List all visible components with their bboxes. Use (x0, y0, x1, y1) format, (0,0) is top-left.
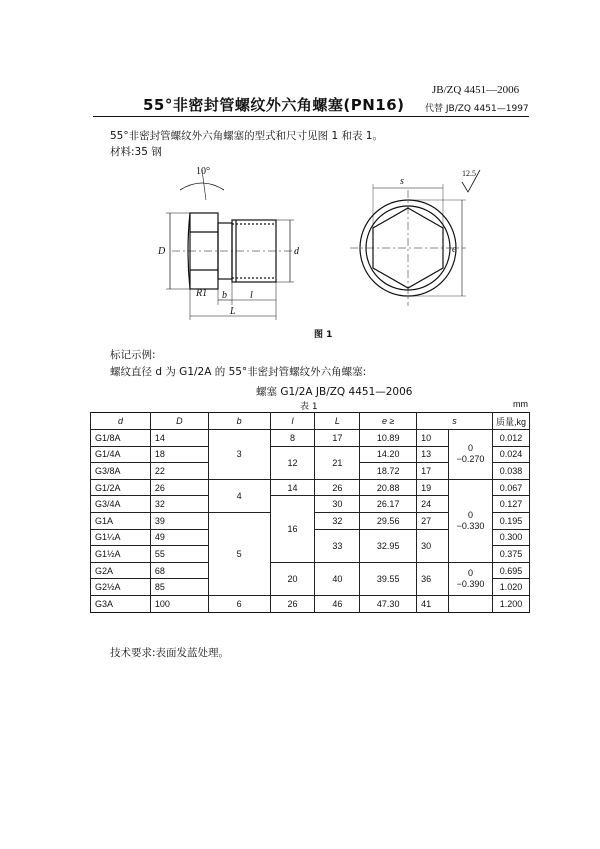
table-header (91, 413, 530, 430)
table-cell: 5 (208, 512, 270, 595)
table-cell: G1½A (91, 546, 151, 563)
table-cell: G1/2A (91, 479, 151, 496)
table-cell: 0 −0.270 (449, 430, 493, 480)
table-cell: G2A (91, 562, 151, 579)
col-s: s (417, 413, 493, 430)
roughness-label: 12.5 (462, 169, 476, 178)
table-cell: 100 (150, 595, 208, 612)
table-cell: 0.695 (492, 562, 529, 579)
table-cell: 30 (417, 529, 449, 562)
table-cell: 0.127 (492, 496, 529, 513)
table-cell: 0.038 (492, 463, 529, 480)
table-cell: 14 (270, 479, 315, 496)
dimensions-table (90, 412, 530, 613)
table-cell: 41 (417, 595, 449, 612)
table-cell: 22 (150, 463, 208, 480)
table-cell: 26 (270, 595, 315, 612)
dim-e-label: e (452, 244, 457, 255)
table-cell: 17 (315, 430, 360, 447)
table-cell: 0.300 (492, 529, 529, 546)
table-cell: 0.195 (492, 512, 529, 529)
table-cell: 10 (417, 430, 449, 447)
table-cell: 36 (417, 562, 449, 595)
dim-b-label: b (222, 290, 227, 301)
table-cell: 3 (208, 430, 270, 480)
table-cell: G1¼A (91, 529, 151, 546)
table-cell: G1/4A (91, 446, 151, 463)
technical-requirements: 技术要求:表面发蓝处理。 (110, 647, 230, 659)
table-cell: G2½A (91, 579, 151, 596)
table-cell: 19 (417, 479, 449, 496)
col-d: d (91, 413, 151, 430)
table-cell: 1.020 (492, 579, 529, 596)
table-cell: 39.55 (360, 562, 417, 595)
table-cell: 18 (150, 446, 208, 463)
col-e: e ≥ (360, 413, 417, 430)
table-cell: 6 (208, 595, 270, 612)
intro-line-1: 55°非密封管螺纹外六角螺塞的型式和尺寸见图 1 和表 1。 (110, 130, 383, 142)
table-cell: 85 (150, 579, 208, 596)
table-cell: 47.30 (360, 595, 417, 612)
table-cell: 17 (417, 463, 449, 480)
table-cell: 24 (417, 496, 449, 513)
example-mark: 螺塞 G1/2A JB/ZQ 4451—2006 (256, 386, 413, 398)
table-cell (449, 595, 493, 612)
radius-label: R1 (196, 288, 208, 299)
table-cell: 14.20 (360, 446, 417, 463)
page-title: 55°非密封管螺纹外六角螺塞(PN16) (143, 96, 405, 114)
table-cell: 55 (150, 546, 208, 563)
header-rule (93, 116, 529, 117)
dim-d-label: d (294, 246, 299, 257)
col-mass: 质量,kg (492, 413, 529, 430)
col-L: L (315, 413, 360, 430)
standard-number: JB/ZQ 4451—2006 (432, 84, 520, 96)
table-cell: G1A (91, 512, 151, 529)
table-cell: 27 (417, 512, 449, 529)
col-D: D (150, 413, 208, 430)
table-cell: 21 (315, 446, 360, 479)
table-cell: 20.88 (360, 479, 417, 496)
table-cell: G1/8A (91, 430, 151, 447)
table-cell: 49 (150, 529, 208, 546)
table-cell: 12 (270, 446, 315, 479)
table-cell: 0 −0.390 (449, 562, 493, 595)
col-l: l (270, 413, 315, 430)
col-b: b (208, 413, 270, 430)
plug-drawing (150, 160, 490, 325)
table-cell: 46 (315, 595, 360, 612)
table-cell: 26 (315, 479, 360, 496)
table-cell: 29.56 (360, 512, 417, 529)
angle-label: 10° (196, 166, 210, 177)
table-cell: 8 (270, 430, 315, 447)
material-line: 材料:35 钢 (110, 146, 162, 158)
table-cell: G3/4A (91, 496, 151, 513)
figure-caption: 图 1 (314, 330, 333, 340)
table-cell: 0.375 (492, 546, 529, 563)
table-cell: 32 (315, 512, 360, 529)
table-cell: 68 (150, 562, 208, 579)
table-row (91, 479, 530, 496)
table-cell: 16 (270, 496, 315, 562)
dim-l-label: l (250, 290, 253, 301)
table-cell: 4 (208, 479, 270, 512)
table-cell: 32.95 (360, 529, 417, 562)
table-cell: 20 (270, 562, 315, 595)
table-cell: 32 (150, 496, 208, 513)
table-row (91, 595, 530, 612)
table-cell: 13 (417, 446, 449, 463)
dim-L-label: L (230, 306, 236, 317)
table-cell: 14 (150, 430, 208, 447)
dim-s-label: s (400, 176, 404, 187)
table-caption: 表 1 (300, 402, 318, 412)
table-cell: 26.17 (360, 496, 417, 513)
table-row (91, 562, 530, 579)
dim-D-label: D (158, 246, 166, 257)
table-cell: 1.200 (492, 595, 529, 612)
table-cell: 0 −0.330 (449, 479, 493, 562)
table-cell: 10.89 (360, 430, 417, 447)
table-cell: 40 (315, 562, 360, 595)
table-cell: 26 (150, 479, 208, 496)
example-label: 标记示例: (110, 349, 156, 361)
table-cell: 0.012 (492, 430, 529, 447)
table-cell: 30 (315, 496, 360, 513)
table-row (91, 430, 530, 447)
table-cell: 33 (315, 529, 360, 562)
table-cell: G3/8A (91, 463, 151, 480)
example-description: 螺纹直径 d 为 G1/2A 的 55°非密封管螺纹外六角螺塞: (110, 366, 367, 378)
table-unit: mm (513, 399, 528, 409)
table-cell: 0.067 (492, 479, 529, 496)
table-cell: 0.024 (492, 446, 529, 463)
table-cell: 18.72 (360, 463, 417, 480)
table-cell: 39 (150, 512, 208, 529)
replaces-standard: 代替 JB/ZQ 4451—1997 (425, 104, 529, 114)
table-cell: G3A (91, 595, 151, 612)
